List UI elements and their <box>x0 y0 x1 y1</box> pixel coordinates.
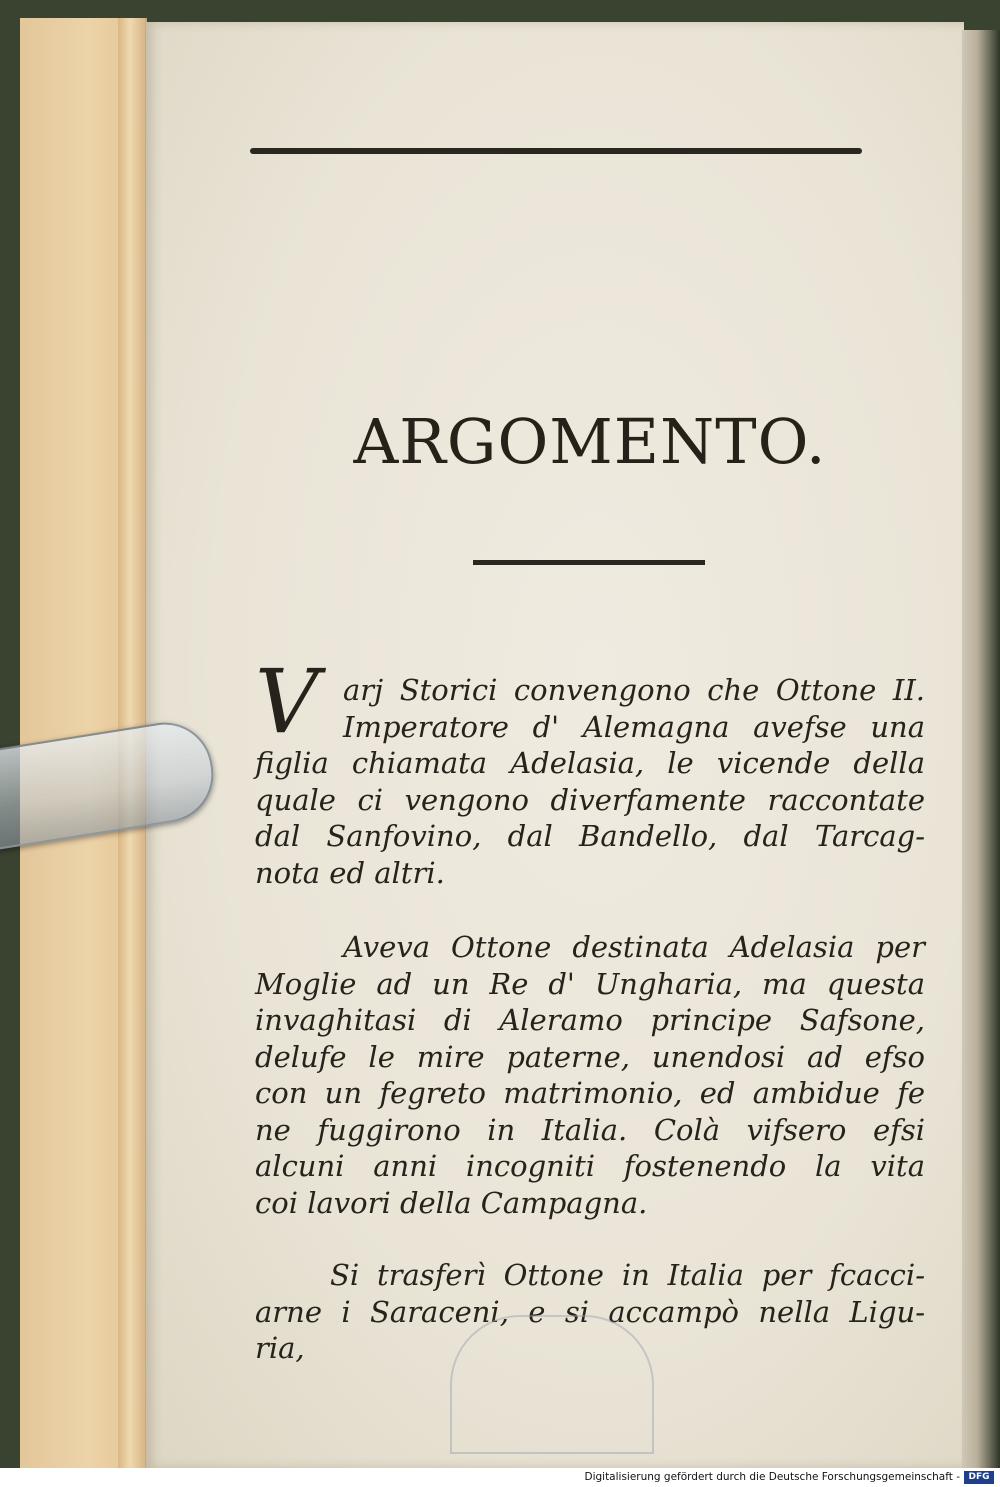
text-line: quale ci vengono diverfamente raccontate <box>255 782 925 817</box>
text-line: figlia chiamata Adelasia, le vicende della <box>255 746 925 780</box>
text-line: coi lavori della Campagna. <box>255 1185 648 1220</box>
dfg-logo-icon[interactable]: DFG <box>964 1471 994 1484</box>
text-line: ne fuggirono in Italia. Colà vifsero efsi <box>255 1112 925 1147</box>
page-edge-right <box>962 30 1000 1468</box>
text-line: Moglie ad un Re d' Ungharia, ma questa <box>255 966 925 1001</box>
text-line: Si trasferì Ottone in Italia per fcacci- <box>330 1258 925 1292</box>
drop-cap: V <box>255 650 319 753</box>
text-line: arj Storici convengono che Ottone II. <box>343 673 925 707</box>
library-stamp-icon <box>450 1315 654 1454</box>
paragraph-2 <box>255 929 925 1221</box>
text-line: con un fegreto matrimonio, ed ambidue fe <box>255 1076 925 1110</box>
text-line: arne i Saraceni, e si accampò nella Ligu- <box>255 1294 925 1329</box>
top-rule <box>250 148 862 154</box>
text-line: nota ed altri. <box>255 855 445 890</box>
paragraph-1 <box>255 672 925 891</box>
text-line: Aveva Ottone destinata Adelasia per <box>343 930 925 964</box>
page-title: ARGOMENTO. <box>353 405 827 478</box>
catchword: ria, <box>255 1331 305 1365</box>
title-rule <box>473 560 705 565</box>
text-line: delufe le mire paterne, unendosi ad efso <box>255 1039 925 1074</box>
footer-bar <box>0 1468 1000 1487</box>
text-line: alcuni anni incogniti fostenendo la vita <box>255 1149 925 1183</box>
funding-credit: Digitalisierung gefördert durch die Deutsche Forschungsgemeinschaft - <box>584 1471 960 1483</box>
text-line: dal Sanfovino, dal Bandello, dal Tarcag- <box>255 819 925 853</box>
text-line: Imperatore d' Alemagna avefse una <box>343 709 925 744</box>
body-text <box>255 672 925 1367</box>
text-line: invaghitasi di Aleramo principe Safsone, <box>255 1003 925 1037</box>
